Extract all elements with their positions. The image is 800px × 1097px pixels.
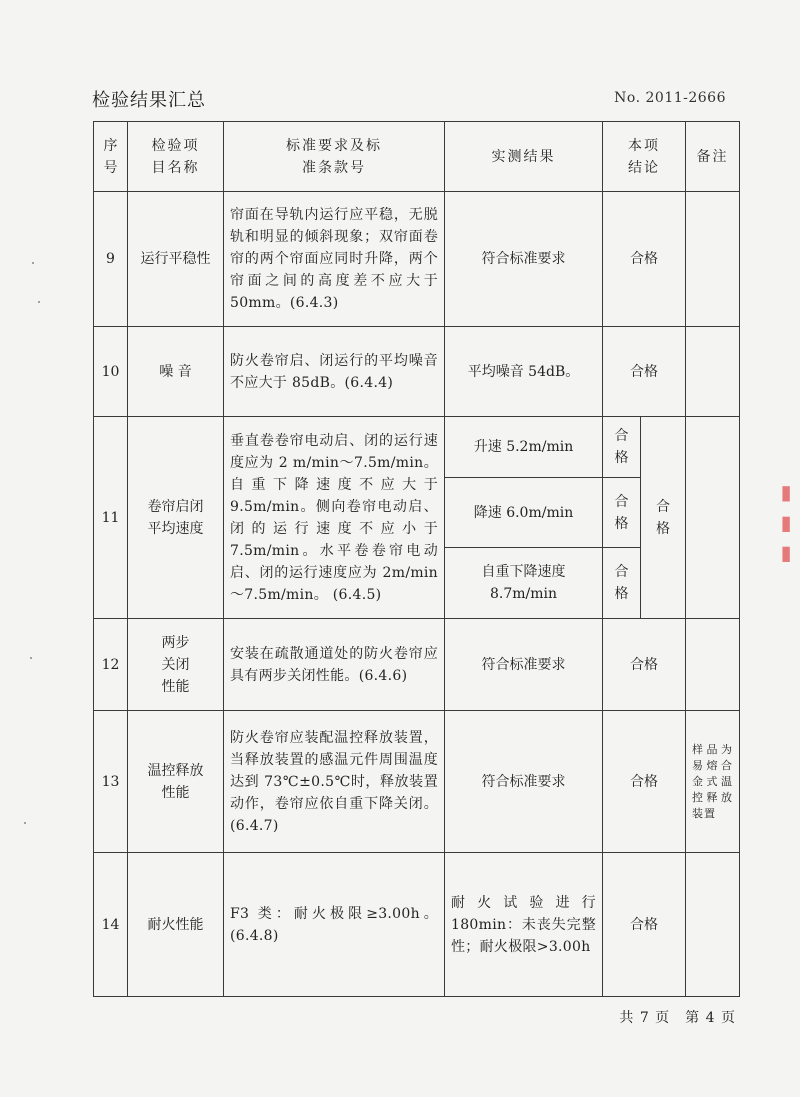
row-seq: 9 — [94, 192, 128, 327]
row-conclusion: 合格 — [603, 327, 686, 417]
sub-conclusion: 合格 — [603, 417, 641, 478]
row-remark — [686, 853, 740, 997]
row-conclusion: 合格 — [603, 192, 686, 327]
row-conclusion: 合格 — [603, 853, 686, 997]
row-requirement: 垂直卷卷帘电动启、闭的运行速度应为 2 m/min～7.5m/min。自重下降速度不应大于 9.5m/min。侧向卷帘电动启、闭的运行速度不应小于 7.5m/min。水平卷卷帘电动启、闭的运行速度应为 2m/min～7.5m/min。 (6.4.5) — [224, 417, 445, 619]
row-item: 运行平稳性 — [128, 192, 224, 327]
table-row — [94, 711, 740, 853]
row-seq: 14 — [94, 853, 128, 997]
header-measured: 实测结果 — [445, 122, 603, 192]
header-seq: 序号 — [94, 122, 128, 192]
sub-result: 升速 5.2m/min — [445, 417, 603, 478]
row-requirement: 防火卷帘启、闭运行的平均噪音不应大于 85dB。(6.4.4) — [224, 327, 445, 417]
row-result: 平均噪音 54dB。 — [445, 327, 603, 417]
row-requirement: 帘面在导轨内运行应平稳，无脱轨和明显的倾斜现象；双帘面卷帘的两个帘面应同时升降，两个帘面之间的高度差不应大于 50mm。(6.4.3) — [224, 192, 445, 327]
row-remark — [686, 327, 740, 417]
row-item: 卷帘启闭平均速度 — [128, 417, 224, 619]
results-table — [93, 121, 740, 997]
row-item: 噪 音 — [128, 327, 224, 417]
row-item: 耐火性能 — [128, 853, 224, 997]
row-item: 温控释放性能 — [128, 711, 224, 853]
sub-conclusion: 合格 — [603, 478, 641, 548]
header-standard: 标准要求及标准条款号 — [224, 122, 445, 192]
page-title: 检验结果汇总 — [92, 90, 206, 111]
row-remark — [686, 192, 740, 327]
header-row — [94, 122, 740, 192]
row-result: 符合标准要求 — [445, 711, 603, 853]
header-item: 检验项目名称 — [128, 122, 224, 192]
scan-speck — [30, 657, 32, 659]
scan-speck — [24, 822, 26, 824]
red-seal-fragment: ▮ ▮ ▮ — [774, 480, 798, 565]
sub-result: 自重下降速度 8.7m/min — [445, 548, 603, 619]
row-conclusion: 合格 — [641, 417, 686, 619]
scan-speck — [32, 262, 34, 264]
row-item: 两步关闭性能 — [128, 619, 224, 711]
sub-conclusion: 合格 — [603, 548, 641, 619]
table-row — [94, 619, 740, 711]
row-conclusion: 合格 — [603, 619, 686, 711]
header-conclusion: 本项结论 — [603, 122, 686, 192]
table-row — [94, 853, 740, 997]
row-requirement: 防火卷帘应装配温控释放装置，当释放装置的感温元件周围温度达到 73℃±0.5℃时，释放装置动作，卷帘应依自重下降关闭。(6.4.7) — [224, 711, 445, 853]
sub-result: 降速 6.0m/min — [445, 478, 603, 548]
row-requirement: 安装在疏散通道处的防火卷帘应具有两步关闭性能。(6.4.6) — [224, 619, 445, 711]
table-row — [94, 417, 740, 478]
row-remark — [686, 619, 740, 711]
row-seq: 10 — [94, 327, 128, 417]
row-remark — [686, 417, 740, 619]
row-conclusion: 合格 — [603, 711, 686, 853]
report-number: No. 2011-2666 — [614, 90, 726, 106]
row-result: 符合标准要求 — [445, 619, 603, 711]
scan-speck — [38, 301, 40, 303]
row-result: 符合标准要求 — [445, 192, 603, 327]
header-remark: 备注 — [686, 122, 740, 192]
row-remark: 样品为易熔合金式温控释放装置 — [686, 711, 740, 853]
row-seq: 13 — [94, 711, 128, 853]
table-row — [94, 327, 740, 417]
row-seq: 12 — [94, 619, 128, 711]
row-result: 耐火试验进行 180min：未丧失完整性；耐火极限>3.00h — [445, 853, 603, 997]
table-row — [94, 192, 740, 327]
page-footer: 共 7 页 第 4 页 — [619, 1010, 736, 1026]
row-seq: 11 — [94, 417, 128, 619]
row-requirement: F3 类：耐火极限≥3.00h。(6.4.8) — [224, 853, 445, 997]
